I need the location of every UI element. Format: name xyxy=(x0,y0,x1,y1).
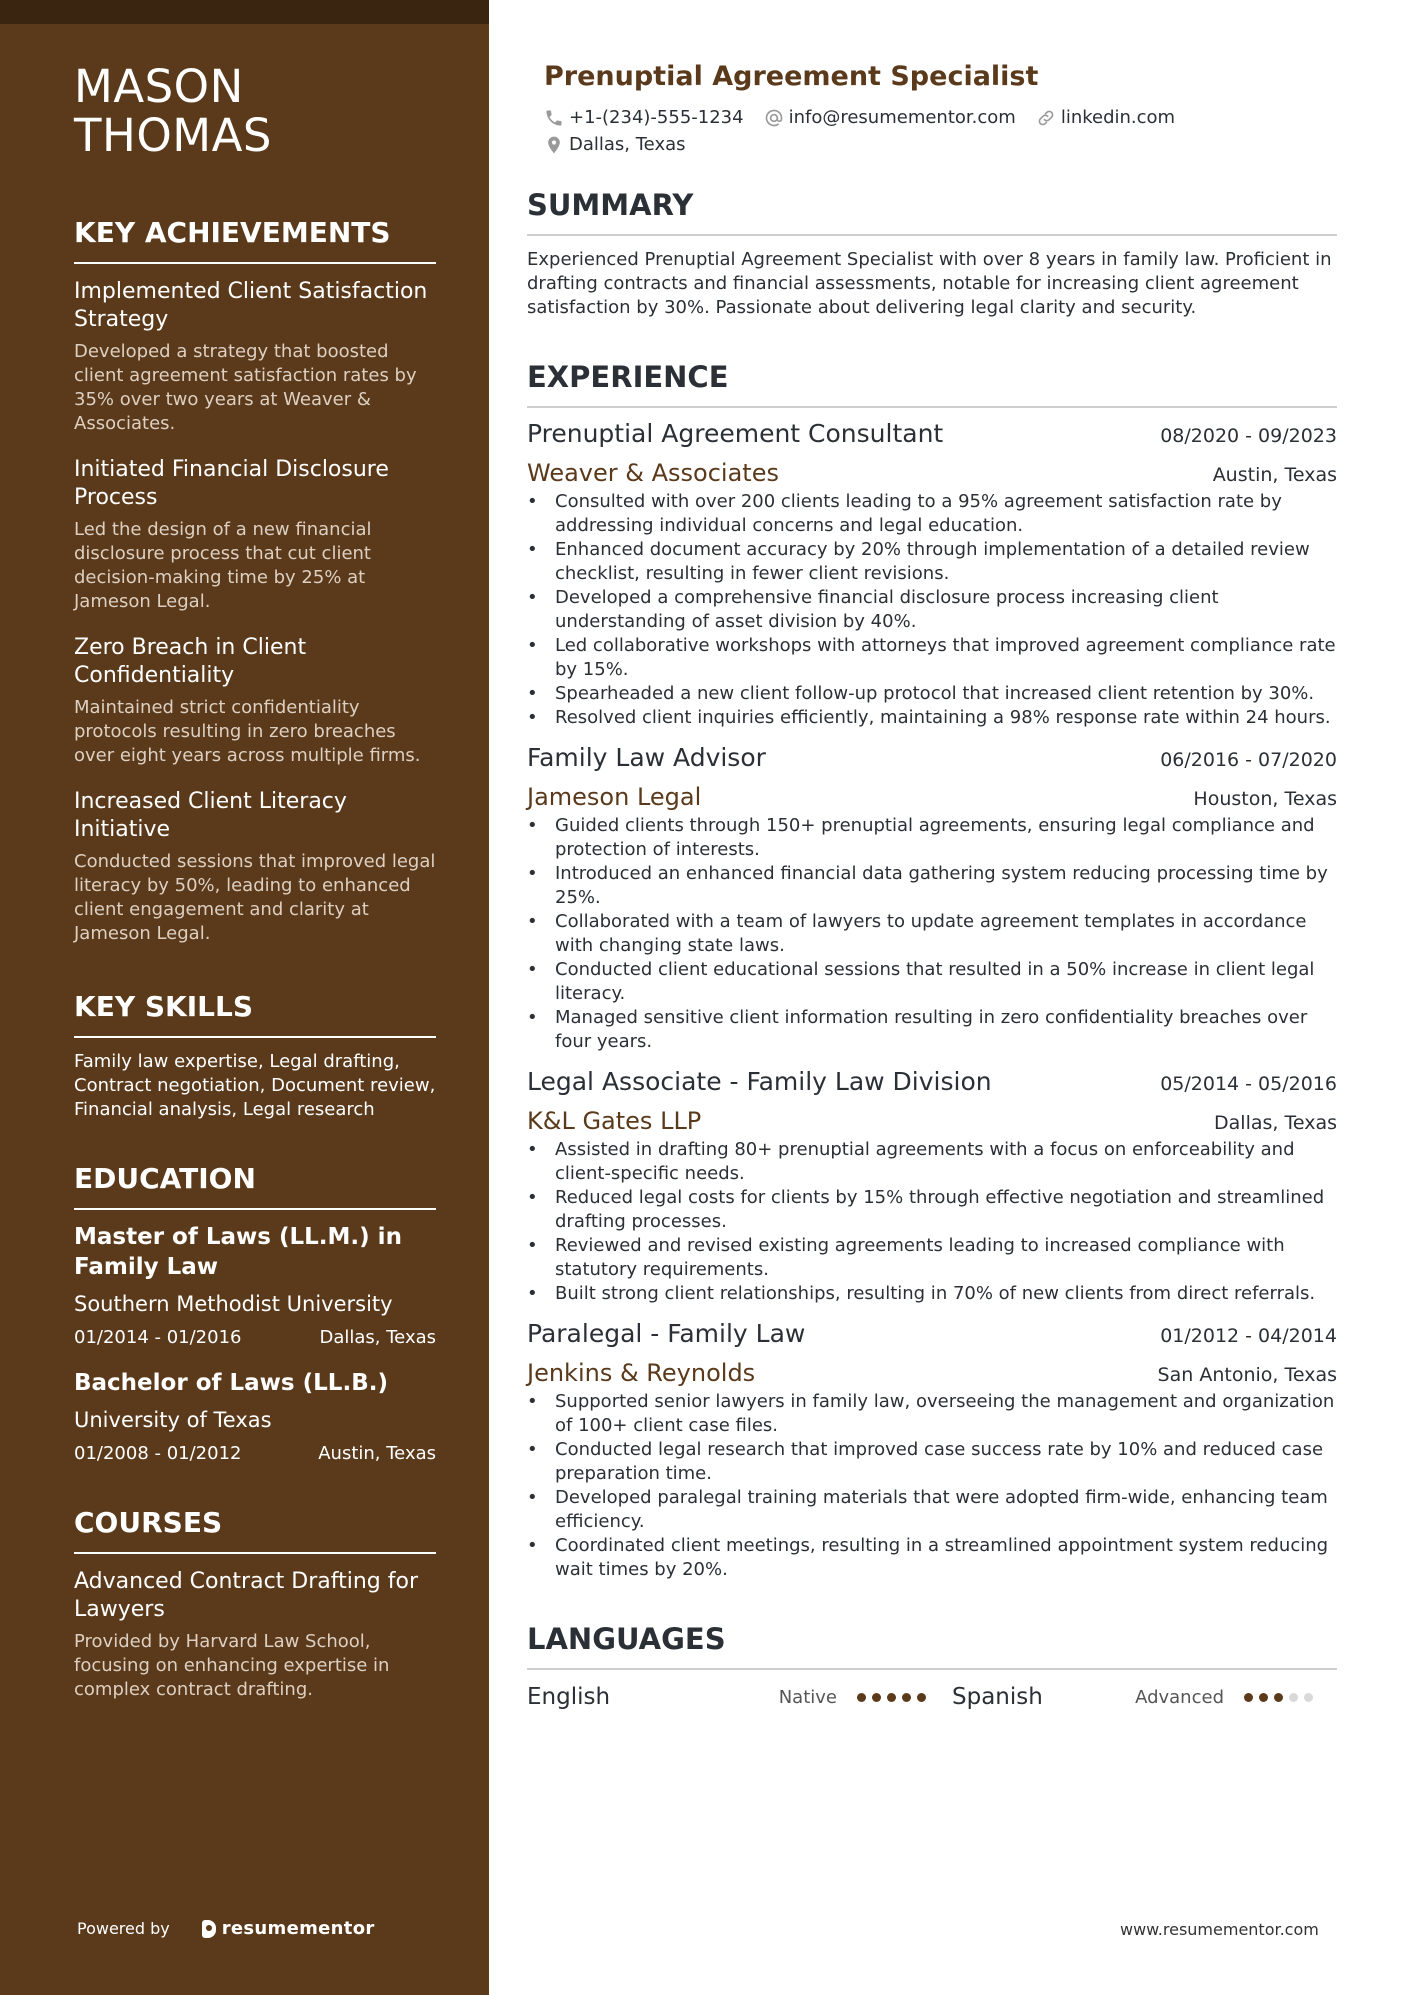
bullet-item: • Coordinated client meetings, resulting in a streamlined appointment system reducing wait times by 20%. xyxy=(527,1534,1337,1582)
brand-name: resumementor xyxy=(221,1918,375,1939)
exp-subheader xyxy=(527,458,1337,488)
phone-icon xyxy=(544,108,564,128)
rating-dot xyxy=(902,1693,911,1702)
language-name: English xyxy=(527,1684,611,1710)
achievement-desc: Led the design of a new financial disclosure process that cut client decision-making time by 25% at Jameson Legal. xyxy=(74,519,372,612)
bullet-item: • Introduced an enhanced financial data gathering system reducing processing time by 25%. xyxy=(527,862,1337,910)
achievement-item xyxy=(74,788,436,946)
course-desc: Provided by Harvard Law School, focusing on enhancing expertise in complex contract drafting. xyxy=(74,1631,390,1700)
exp-subheader xyxy=(527,782,1337,812)
skills-list: Family law expertise, Legal drafting, Contract negotiation, Document review, Financial analysis, Legal research xyxy=(74,1051,436,1120)
exp-header xyxy=(527,742,1337,774)
achievement-title: Implemented Client Satisfaction Strategy xyxy=(74,279,428,332)
education-item xyxy=(74,1222,436,1350)
exp-bullets xyxy=(527,814,1337,1054)
contact-info xyxy=(544,104,1337,158)
languages-row xyxy=(527,1682,1337,1712)
contact-linkedin[interactable] xyxy=(1036,104,1175,131)
edu-meta xyxy=(74,1442,436,1466)
edu-dates: 01/2008 - 01/2012 xyxy=(74,1443,242,1464)
skills-section xyxy=(74,990,436,1122)
bullet-item: • Enhanced document accuracy by 20% through implementation of a detailed review checklist, resulting in fewer client revisions. xyxy=(527,538,1337,586)
achievement-title: Initiated Financial Disclosure Process xyxy=(74,457,389,510)
link-icon xyxy=(1036,108,1056,128)
bullet-item: • Developed a comprehensive financial disclosure process increasing client understanding of asset division by 40%. xyxy=(527,586,1337,634)
exp-location: Dallas, Texas xyxy=(1214,1112,1337,1134)
bullet-item: • Built strong client relationships, resulting in 70% of new clients from direct referrals. xyxy=(527,1282,1337,1306)
linkedin-text: linkedin.com xyxy=(1060,107,1176,128)
exp-bullets xyxy=(527,490,1337,730)
achievements-section xyxy=(74,216,436,946)
exp-dates: 08/2020 - 09/2023 xyxy=(1160,425,1337,447)
languages-section xyxy=(527,1622,1337,1712)
summary-heading: SUMMARY xyxy=(527,188,1337,236)
sidebar xyxy=(0,0,489,1995)
bullet-item: • Conducted client educational sessions that resulted in a 50% increase in client legal literacy. xyxy=(527,958,1337,1006)
exp-dates: 05/2014 - 05/2016 xyxy=(1160,1073,1337,1095)
at-icon xyxy=(764,108,784,128)
bullet-item: • Guided clients through 150+ prenuptial agreements, ensuring legal compliance and protection of interests. xyxy=(527,814,1337,862)
exp-bullets xyxy=(527,1390,1337,1582)
rating-dot xyxy=(887,1693,896,1702)
headline: Prenuptial Agreement Specialist xyxy=(544,61,1039,92)
exp-role: Legal Associate - Family Law Division xyxy=(527,1067,992,1096)
exp-subheader xyxy=(527,1358,1337,1388)
phone-text: +1-(234)-555-1234 xyxy=(569,107,744,128)
exp-bullets xyxy=(527,1138,1337,1306)
edu-degree: Master of Laws (LL.M.) in Family Law xyxy=(74,1224,402,1280)
language-rating xyxy=(857,1693,932,1702)
achievement-title: Zero Breach in Client Confidentiality xyxy=(74,635,307,688)
first-name: MASON xyxy=(74,60,244,113)
exp-company: Jenkins & Reynolds xyxy=(527,1359,756,1387)
education-heading: EDUCATION xyxy=(74,1162,436,1210)
exp-company: K&L Gates LLP xyxy=(527,1107,702,1135)
education-section xyxy=(74,1162,436,1466)
rating-dot xyxy=(1259,1693,1268,1702)
achievement-desc: Maintained strict confidentiality protocols resulting in zero breaches over eight years across multiple firms. xyxy=(74,697,421,766)
experience-section xyxy=(527,360,1337,1582)
experience-item xyxy=(527,1318,1337,1582)
main-content xyxy=(527,60,1337,1712)
contact-location xyxy=(544,131,686,158)
achievement-desc: Developed a strategy that boosted client agreement satisfaction rates by 35% over two years at Weaver & Associates. xyxy=(74,341,417,434)
skills-heading: KEY SKILLS xyxy=(74,990,436,1038)
bullet-item: • Consulted with over 200 clients leading to a 95% agreement satisfaction rate by addressing individual concerns and legal education. xyxy=(527,490,1337,538)
footer-url[interactable]: www.resumementor.com xyxy=(1120,1920,1319,1939)
last-name: THOMAS xyxy=(74,109,272,162)
bullet-item: • Led collaborative workshops with attorneys that improved agreement compliance rate by 15%. xyxy=(527,634,1337,682)
edu-meta xyxy=(74,1326,436,1350)
courses-section xyxy=(74,1506,436,1702)
bullet-item: • Assisted in drafting 80+ prenuptial agreements with a focus on enforceability and client-specific needs. xyxy=(527,1138,1337,1186)
exp-header xyxy=(527,1318,1337,1350)
location-pin-icon xyxy=(544,135,564,155)
bullet-item: • Reviewed and revised existing agreements leading to increased compliance with statutory requirements. xyxy=(527,1234,1337,1282)
achievement-item xyxy=(74,456,436,614)
bullet-item: • Supported senior lawyers in family law, overseeing the management and organization of 100+ client case files. xyxy=(527,1390,1337,1438)
brand-logo[interactable] xyxy=(202,1918,375,1939)
language-name: Spanish xyxy=(952,1684,1043,1710)
exp-location: San Antonio, Texas xyxy=(1157,1364,1337,1386)
experience-item xyxy=(527,742,1337,1054)
summary-text: Experienced Prenuptial Agreement Specialist with over 8 years in family law. Proficient in drafting contracts and financial assessments, notable for increasing client agreement satisfaction by 30%. Passionate about delivering legal clarity and security. xyxy=(527,249,1332,318)
candidate-name xyxy=(74,62,436,160)
exp-role: Prenuptial Agreement Consultant xyxy=(527,419,944,448)
edu-dates: 01/2014 - 01/2016 xyxy=(74,1327,242,1348)
sidebar-content xyxy=(74,62,436,1702)
rating-dot xyxy=(1274,1693,1283,1702)
language-level: Native xyxy=(778,1686,837,1708)
edu-school: University of Texas xyxy=(74,1408,272,1432)
achievements-heading: KEY ACHIEVEMENTS xyxy=(74,216,436,264)
achievement-desc: Conducted sessions that improved legal literacy by 50%, leading to enhanced client engagement and clarity at Jameson Legal. xyxy=(74,851,436,944)
contact-row xyxy=(544,131,1337,158)
powered-by-label: Powered by xyxy=(77,1919,170,1938)
bullet-item: • Resolved client inquiries efficiently, maintaining a 98% response rate within 24 hours. xyxy=(527,706,1337,730)
language-item xyxy=(527,1682,932,1712)
location-text: Dallas, Texas xyxy=(569,134,686,155)
powered-by xyxy=(77,1918,375,1939)
contact-row xyxy=(544,104,1337,131)
rating-dot xyxy=(872,1693,881,1702)
experience-item xyxy=(527,1066,1337,1306)
exp-company: Jameson Legal xyxy=(527,783,702,811)
courses-heading: COURSES xyxy=(74,1506,436,1554)
contact-email[interactable] xyxy=(764,104,1016,131)
edu-location: Austin, Texas xyxy=(318,1443,436,1464)
course-title: Advanced Contract Drafting for Lawyers xyxy=(74,1569,419,1622)
rating-dot xyxy=(917,1693,926,1702)
exp-dates: 06/2016 - 07/2020 xyxy=(1160,749,1337,771)
exp-location: Austin, Texas xyxy=(1212,464,1337,486)
exp-header xyxy=(527,1066,1337,1098)
bullet-item: • Conducted legal research that improved case success rate by 10% and reduced case preparation time. xyxy=(527,1438,1337,1486)
edu-degree: Bachelor of Laws (LL.B.) xyxy=(74,1370,388,1396)
exp-location: Houston, Texas xyxy=(1193,788,1337,810)
bullet-item: • Managed sensitive client information resulting in zero confidentiality breaches over four years. xyxy=(527,1006,1337,1054)
exp-subheader xyxy=(527,1106,1337,1136)
language-level: Advanced xyxy=(1135,1686,1224,1708)
bullet-item: • Reduced legal costs for clients by 15% through effective negotiation and streamlined drafting processes. xyxy=(527,1186,1337,1234)
contact-phone[interactable] xyxy=(544,104,744,131)
summary-section xyxy=(527,188,1337,320)
sidebar-top-band xyxy=(0,0,489,24)
brand-mark-icon xyxy=(202,1920,216,1938)
education-item xyxy=(74,1368,436,1466)
exp-role: Family Law Advisor xyxy=(527,743,766,772)
course-item xyxy=(74,1568,436,1702)
exp-role: Paralegal - Family Law xyxy=(527,1319,806,1348)
experience-heading: EXPERIENCE xyxy=(527,360,1337,408)
rating-dot xyxy=(1244,1693,1253,1702)
exp-dates: 01/2012 - 04/2014 xyxy=(1160,1325,1337,1347)
achievement-item xyxy=(74,634,436,768)
edu-school: Southern Methodist University xyxy=(74,1292,393,1316)
edu-location: Dallas, Texas xyxy=(319,1327,436,1348)
exp-header xyxy=(527,418,1337,450)
rating-dot xyxy=(857,1693,866,1702)
email-text: info@resumementor.com xyxy=(788,107,1016,128)
bullet-item: • Collaborated with a team of lawyers to update agreement templates in accordance with changing state laws. xyxy=(527,910,1337,958)
bullet-item: • Developed paralegal training materials that were adopted firm-wide, enhancing team efficiency. xyxy=(527,1486,1337,1534)
bullet-item: • Spearheaded a new client follow-up protocol that increased client retention by 30%. xyxy=(527,682,1337,706)
experience-item xyxy=(527,418,1337,730)
achievement-item xyxy=(74,278,436,436)
languages-heading: LANGUAGES xyxy=(527,1622,1337,1670)
achievement-title: Increased Client Literacy Initiative xyxy=(74,789,347,842)
rating-dot xyxy=(1289,1693,1298,1702)
exp-company: Weaver & Associates xyxy=(527,459,779,487)
language-rating xyxy=(1244,1693,1319,1702)
rating-dot xyxy=(1304,1693,1313,1702)
language-item xyxy=(952,1682,1337,1712)
